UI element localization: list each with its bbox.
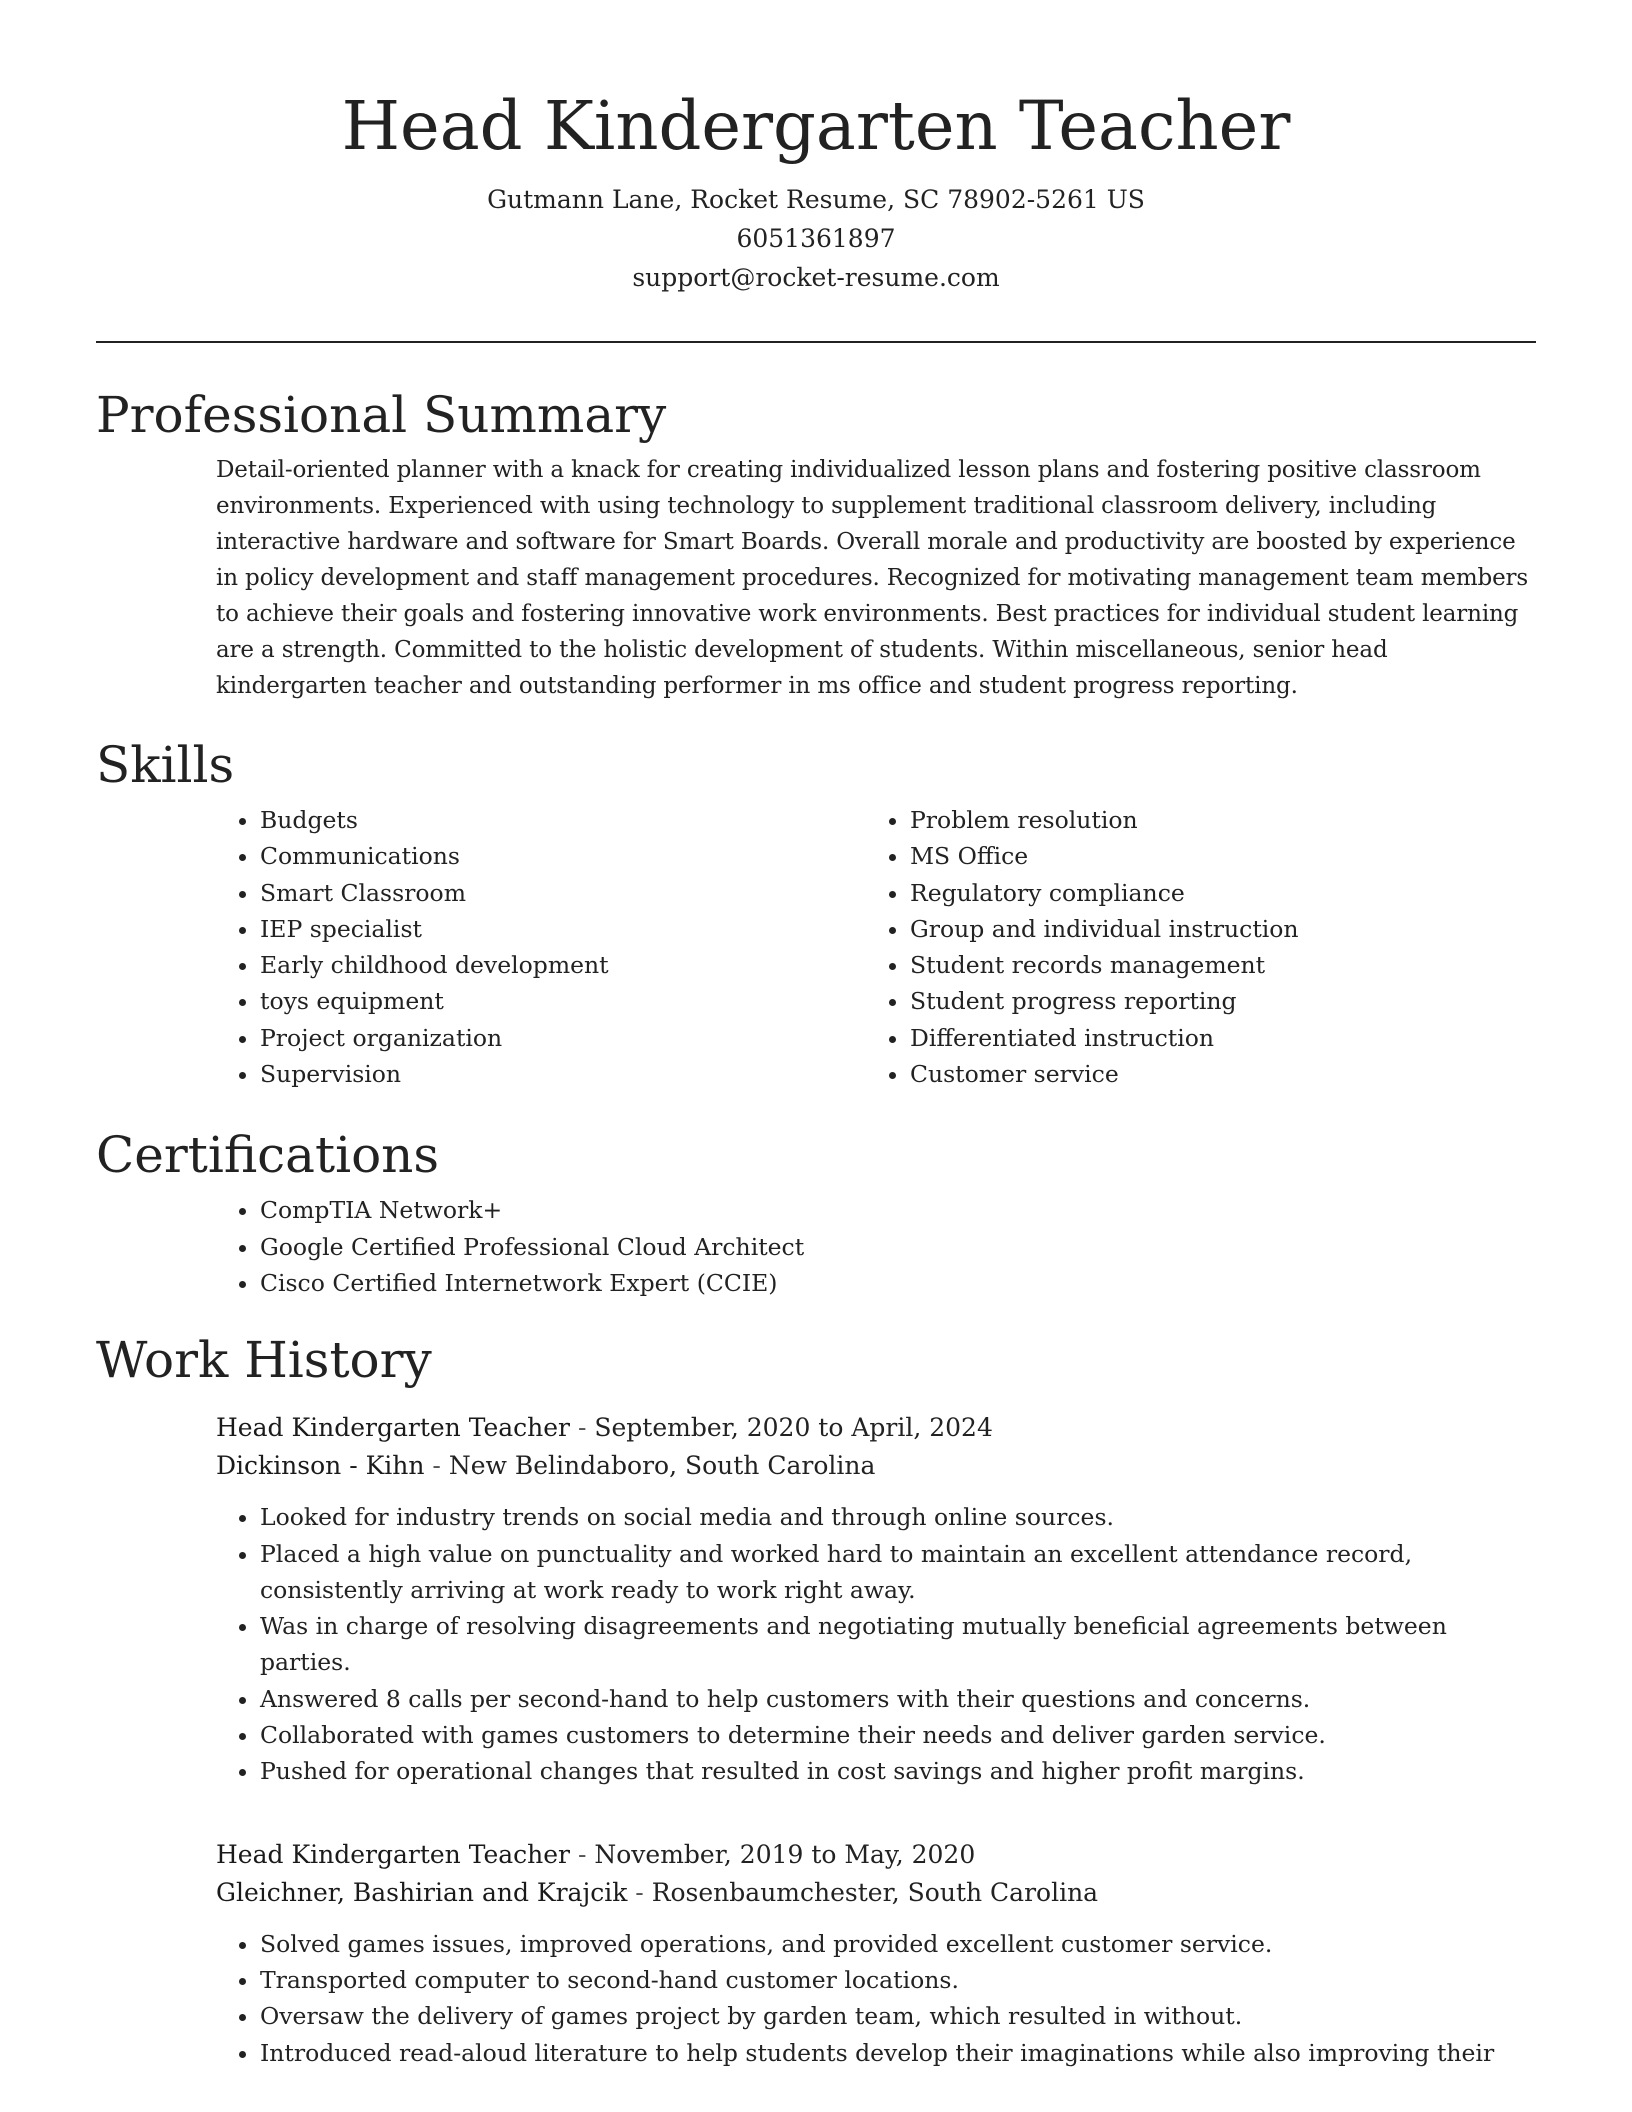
job-employer: Dickinson - Kihn: [216, 1451, 425, 1481]
job-duty-item: • Solved games issues, improved operations, and provided excellent customer service.: [260, 1926, 1536, 1962]
header-divider: [96, 341, 1536, 343]
skills-heading: Skills: [96, 736, 235, 794]
contact-address: Gutmann Lane, Rocket Resume, SC 78902-5261 US: [487, 185, 1145, 214]
work-history-section: [96, 1323, 1536, 2071]
job-dates: September, 2020 to April, 2024: [594, 1413, 993, 1443]
job-separator: -: [570, 1413, 595, 1443]
job-employer: Gleichner, Bashirian and Krajcik: [216, 1877, 628, 1907]
skill-item: • IEP specialist: [260, 911, 866, 947]
job-duty-item: • Pushed for operational changes that resulted in cost savings and higher profit margins.: [260, 1753, 1536, 1789]
page-title: Head Kindergarten Teacher: [341, 87, 1291, 165]
certifications-section: [96, 1118, 1536, 1301]
job-title: Head Kindergarten Teacher: [216, 1413, 571, 1443]
job-location: Rosenbaumchester, South Carolina: [651, 1877, 1099, 1907]
job-duty-item: • Placed a high value on punctuality and worked hard to maintain an excellent attendance record, consistently arriving at work ready to work right away.: [260, 1536, 1536, 1609]
job-title-line: [216, 1409, 1536, 1447]
certification-item: • CompTIA Network+: [260, 1192, 1536, 1228]
job-title: Head Kindergarten Teacher: [216, 1839, 571, 1869]
skills-list-left: [216, 802, 866, 1092]
job-duty-item: • Introduced read-aloud literature to help students develop their imaginations while also improving their: [260, 2035, 1536, 2071]
resume-body: [96, 378, 1536, 2071]
job-entry: [96, 1409, 1536, 1789]
skill-item: • MS Office: [910, 838, 1516, 874]
skill-item: • Communications: [260, 838, 866, 874]
resume-header: [0, 0, 1632, 297]
skill-item: • Group and individual instruction: [910, 911, 1516, 947]
skill-item: • Project organization: [260, 1020, 866, 1056]
job-duties-list: [216, 1499, 1536, 1789]
job-dates: November, 2019 to May, 2020: [594, 1839, 976, 1869]
skill-item: • Smart Classroom: [260, 875, 866, 911]
job-duty-item: • Answered 8 calls per second-hand to help customers with their questions and concerns.: [260, 1681, 1536, 1717]
skill-item: • Customer service: [910, 1056, 1516, 1092]
job-entry: [96, 1836, 1536, 2071]
job-duty-item: • Was in charge of resolving disagreements and negotiating mutually beneficial agreements between parties.: [260, 1608, 1536, 1681]
job-duty-item: • Transported computer to second-hand customer locations.: [260, 1962, 1536, 1998]
certifications-list: [216, 1192, 1536, 1301]
skill-item: • Early childhood development: [260, 947, 866, 983]
skills-list-right: [866, 802, 1516, 1092]
skills-section: [96, 728, 1536, 1092]
certifications-heading: Certifications: [96, 1126, 440, 1185]
job-employer-line: [216, 1874, 1536, 1912]
job-duties-list: [216, 1926, 1536, 2071]
skill-item: • Student records management: [910, 947, 1516, 983]
skill-item: • Problem resolution: [910, 802, 1516, 838]
skill-item: • Differentiated instruction: [910, 1020, 1516, 1056]
job-spacer: [96, 1790, 1536, 1824]
skills-column-left: [216, 802, 866, 1092]
skills-column-right: [866, 802, 1516, 1092]
job-separator: -: [627, 1877, 652, 1907]
job-separator: -: [424, 1451, 449, 1481]
contact-phone: 6051361897: [736, 224, 896, 253]
summary-text: Detail-oriented planner with a knack for creating individualized lesson plans and fostering positive classroom environments. Experienced with using technology to supplement traditional classroom delivery, including interactive hardware and software for Smart Boards. Overall morale and productivity are boosted by experience in policy development and staff management procedures. Recognized for motivating management team members to achieve their goals and fostering innovative work environments. Best practices for individual student learning are a strength. Committed to the holistic development of students. Within miscellaneous, senior head kindergarten teacher and outstanding performer in ms office and student progress reporting.: [216, 457, 1529, 699]
summary-section: [96, 378, 1536, 704]
skill-item: • Supervision: [260, 1056, 866, 1092]
job-duty-item: • Oversaw the delivery of games project by garden team, which resulted in without.: [260, 1998, 1536, 2034]
job-employer-line: [216, 1447, 1536, 1485]
job-title-line: [216, 1836, 1536, 1874]
skill-item: • Regulatory compliance: [910, 875, 1516, 911]
contact-block: [0, 180, 1632, 297]
job-location: New Belindaboro, South Carolina: [448, 1451, 876, 1481]
job-duty-item: • Collaborated with games customers to determine their needs and deliver garden service.: [260, 1717, 1536, 1753]
contact-email: support@rocket-resume.com: [632, 263, 1000, 292]
summary-heading: Professional Summary: [96, 386, 667, 444]
skill-item: • toys equipment: [260, 983, 866, 1019]
skill-item: • Student progress reporting: [910, 983, 1516, 1019]
skills-grid: [96, 802, 1536, 1092]
certification-item: • Google Certified Professional Cloud Architect: [260, 1229, 1536, 1265]
work-history-heading: Work History: [96, 1331, 432, 1390]
certification-item: • Cisco Certified Internetwork Expert (CCIE): [260, 1265, 1536, 1301]
job-separator: -: [570, 1839, 595, 1869]
certifications-block: [96, 1192, 1536, 1301]
skill-item: • Budgets: [260, 802, 866, 838]
job-duty-item: • Looked for industry trends on social media and through online sources.: [260, 1499, 1536, 1535]
